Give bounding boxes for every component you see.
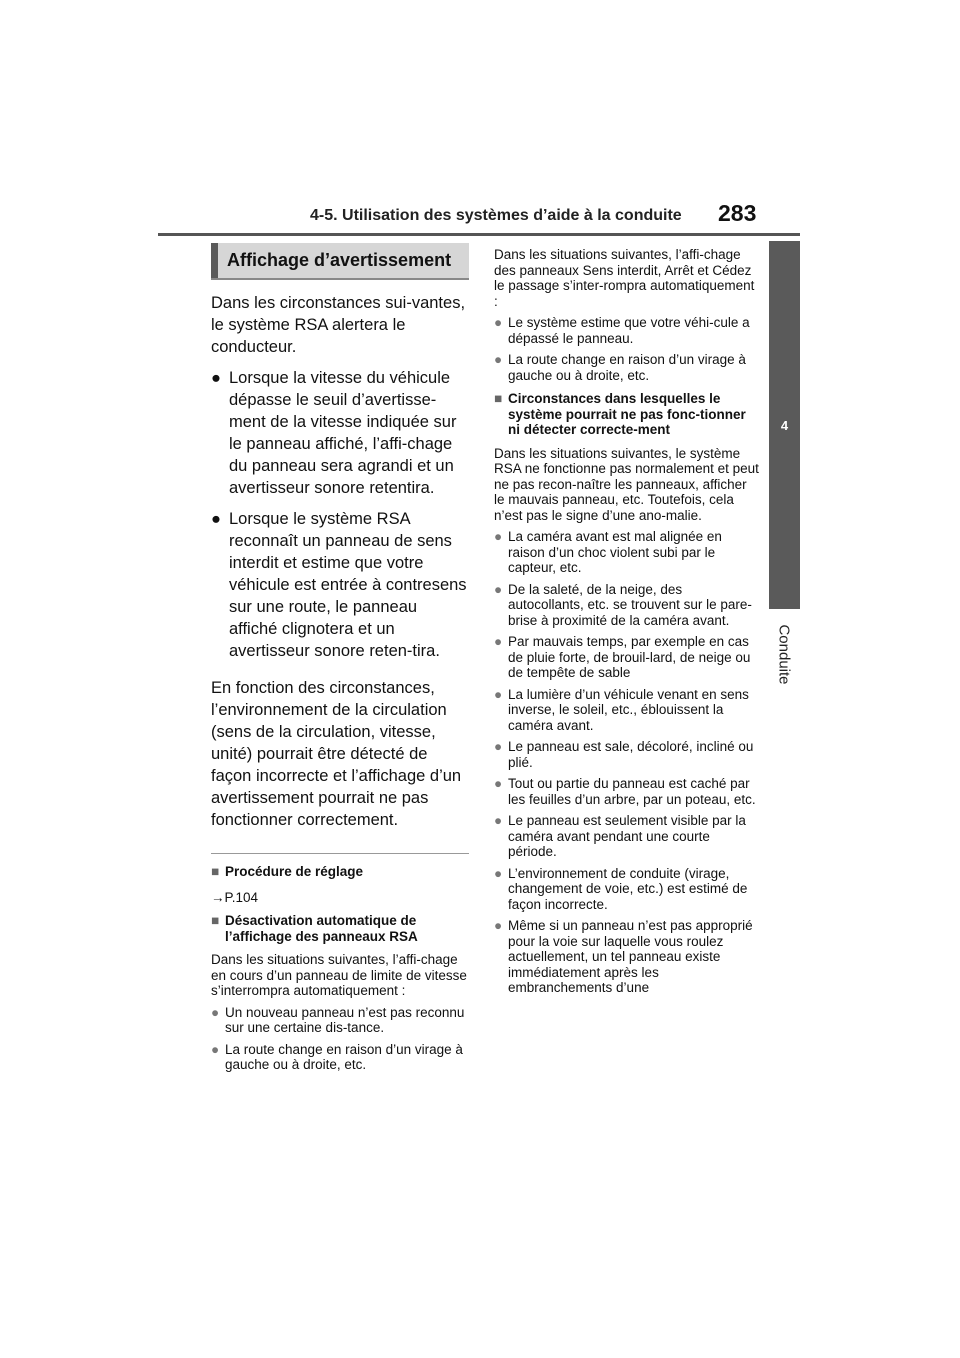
warning-bullet-speed	[211, 367, 469, 499]
sub-heading-text: Circonstances dans lesquelles le système pourrait ne pas fonc-tionner ni détecter correcte-ment	[508, 391, 746, 437]
divider	[211, 853, 469, 854]
page-reference-link[interactable]: →P.104	[211, 889, 259, 905]
list-item	[494, 529, 759, 576]
intro-paragraph: Dans les circonstances sui-vantes, le système RSA alertera le conducteur.	[211, 294, 466, 356]
chapter-number: 4	[780, 417, 789, 433]
list-item	[211, 1042, 469, 1073]
list-item	[494, 352, 759, 383]
sub-heading-text: Procédure de réglage	[225, 864, 364, 879]
bullet-icon: ●	[494, 634, 503, 649]
list-item	[494, 582, 759, 629]
list-item-text: Le système estime que votre véhi-cule a dépassé le panneau.	[508, 315, 750, 346]
sub-heading-auto-deactivation	[211, 913, 469, 944]
bullet-icon: ●	[211, 1041, 220, 1057]
list-item	[494, 866, 759, 913]
bullet-icon: ●	[494, 739, 503, 754]
auto-deactivation-paragraph: Dans les situations suivantes, l’affi-chage en cours d’un panneau de limite de vitesse s’interrompra automatiquement :	[211, 952, 467, 998]
list-item-text: Tout ou partie du panneau est caché par les feuilles d’un arbre, par un poteau, etc.	[508, 776, 756, 807]
right-column	[494, 247, 759, 996]
list-item-text: La route change en raison d’un virage à gauche ou à droite, etc.	[508, 352, 746, 383]
list-item	[494, 739, 759, 770]
list-item	[494, 315, 759, 346]
section-heading-text: Affichage d’avertissement	[227, 250, 452, 270]
chapter-tab	[769, 241, 800, 609]
bullet-icon: ●	[494, 776, 503, 791]
list-item	[494, 918, 759, 996]
list-item-text: La lumière d’un véhicule venant en sens inverse, le soleil, etc., éblouissent la caméra avant.	[508, 686, 749, 733]
list-item-text: Par mauvais temps, par exemple en cas de pluie forte, de brouil-lard, de neige ou de tempête de sable	[508, 634, 751, 680]
bullet-icon: ●	[494, 686, 503, 702]
header-title: 4-5. Utilisation des systèmes d’aide à la conduite	[310, 207, 682, 224]
page-number: 283	[718, 200, 757, 226]
list-item	[211, 1005, 469, 1036]
list-item	[494, 776, 759, 807]
bullet-icon: ●	[494, 315, 503, 330]
chapter-label-text: Conduite	[776, 623, 794, 685]
section-heading-rule	[211, 278, 469, 280]
section-heading-accent	[211, 243, 218, 278]
bullet-text: Lorsque le système RSA reconnaît un panneau de sens interdit et estime que votre véhicule est entrée à contresens sur une route, le panneau affiché clignotera et un avertisseur sonore reten-tira.	[229, 510, 467, 660]
detection-note-paragraph: En fonction des circonstances, l’environnement de la circulation (sens de la circulation, vitesse, unité) pourrait être détecté de façon incorrecte et l’affichage d’un avertissement pourrait ne pas fonctionner correctement.	[211, 679, 462, 829]
limitations-paragraph: Dans les situations suivantes, le système RSA ne fonctionne pas normalement et peut ne pas recon-naître les panneaux, afficher le mauvais panneau, etc. Toutefois, cela n’est pas le signe d’une ano-malie.	[494, 445, 759, 523]
list-item-text: La route change en raison d’un virage à gauche ou à droite, etc.	[225, 1041, 463, 1072]
square-icon: ■	[211, 864, 220, 879]
bullet-icon: ●	[494, 865, 503, 881]
bullet-icon: ●	[211, 369, 221, 387]
bullet-icon: ●	[494, 352, 503, 367]
warning-bullet-wrong-way	[211, 508, 469, 662]
bullet-icon: ●	[211, 1004, 220, 1020]
square-icon: ■	[494, 391, 503, 406]
sign-deactivation-paragraph: Dans les situations suivantes, l’affi-chage des panneaux Sens interdit, Arrêt et Cédez le passage s’inter-rompra automatiquement :	[494, 247, 755, 309]
bullet-text: Lorsque la vitesse du véhicule dépasse le seuil d’avertisse-ment de la vitesse indiquée sur le panneau affiché, l’affi-chage du panneau sera agrandi et un avertisseur sonore retentira.	[229, 369, 457, 497]
bullet-icon: ●	[494, 918, 503, 933]
left-column	[211, 243, 469, 1073]
bullet-icon: ●	[211, 510, 221, 528]
sub-heading-limitations	[494, 391, 759, 438]
bullet-icon: ●	[494, 813, 503, 828]
list-item-text: Un nouveau panneau n’est pas reconnu sur une certaine dis-tance.	[225, 1004, 465, 1035]
list-item	[494, 634, 759, 681]
list-item	[494, 813, 759, 860]
chapter-label	[769, 614, 800, 694]
bullet-icon: ●	[494, 581, 503, 597]
header-rule	[158, 233, 800, 236]
list-item-text: La caméra avant est mal alignée en raison d’un choc violent subi par le capteur, etc.	[508, 529, 722, 575]
list-item	[494, 687, 759, 734]
square-icon: ■	[211, 913, 220, 928]
list-item-text: Le panneau est seulement visible par la caméra avant pendant une courte période.	[508, 813, 746, 859]
sub-heading-text: Désactivation automatique de l’affichage des panneaux RSA	[225, 913, 418, 944]
section-heading	[211, 243, 469, 278]
list-item-text: De la saleté, de la neige, des autocollants, etc. se trouvent sur le pare-brise à proximité de la caméra avant.	[508, 581, 752, 628]
list-item-text: L’environnement de conduite (virage, changement de voie, etc.) est estimé de façon incorrecte.	[508, 865, 748, 912]
sub-heading-settings	[211, 864, 469, 880]
list-item-text: Le panneau est sale, décoloré, incliné ou plié.	[508, 739, 754, 770]
bullet-icon: ●	[494, 529, 503, 544]
list-item-text: Même si un panneau n’est pas approprié pour la voie sur laquelle vous roulez actuellement, un tel panneau existe immédiatement après les embranchements d’une	[508, 918, 753, 995]
